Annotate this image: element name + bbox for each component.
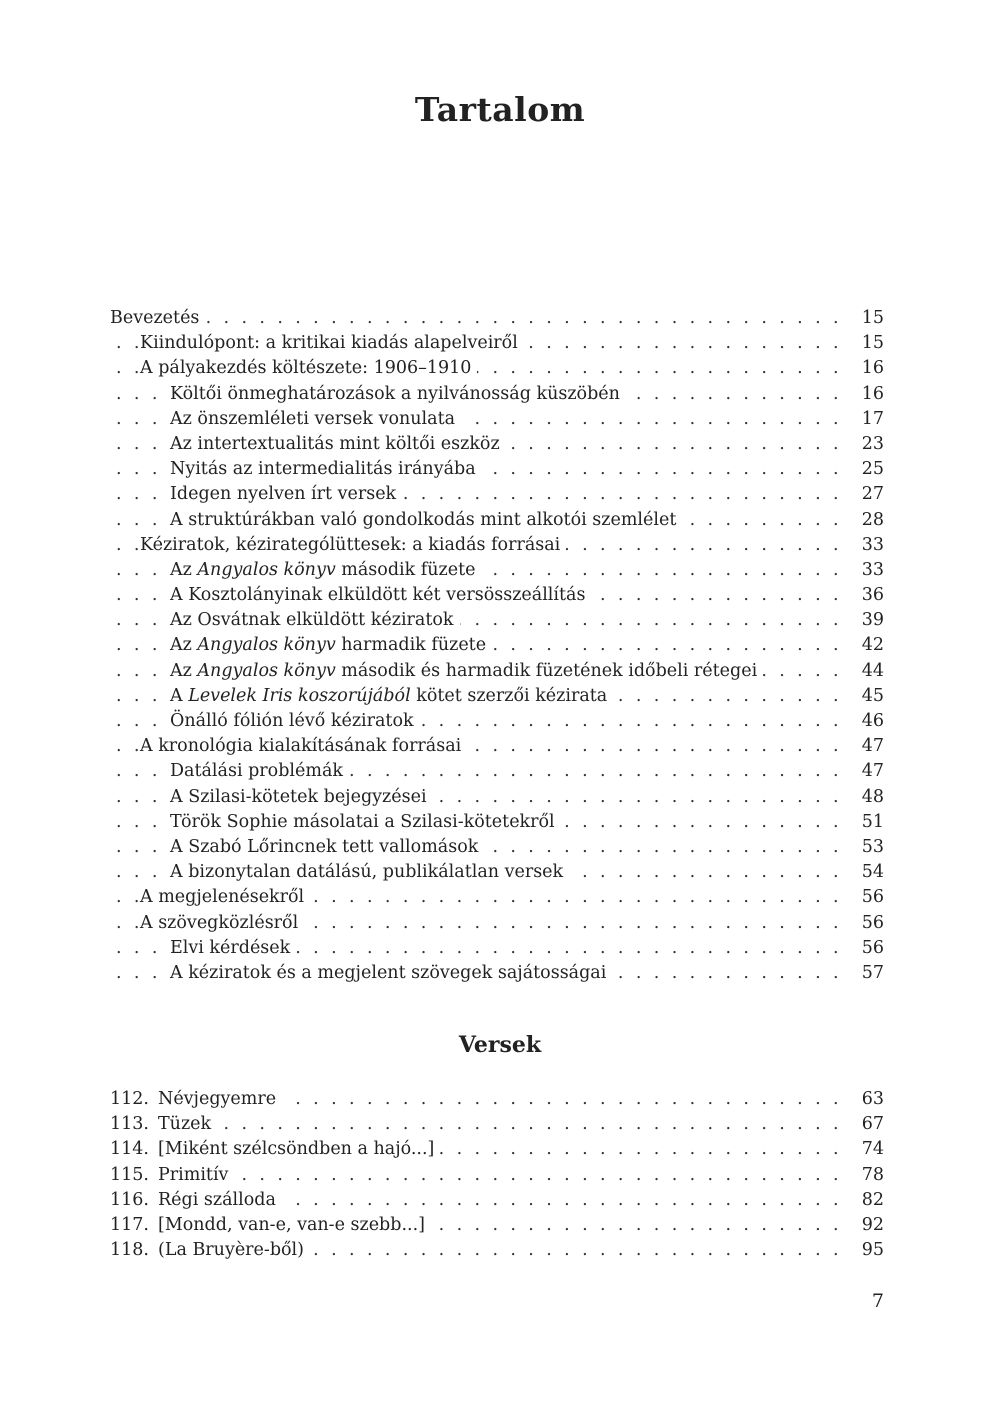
toc-entry-title	[170, 585, 591, 605]
toc-entry-page: 15	[858, 306, 884, 331]
toc-entry-title-text: Kiindulópont: a kritikai kiadás alapelveiről	[140, 333, 518, 354]
toc-entry-title-italic: Angyalos könyv	[197, 559, 336, 580]
toc-entry-page: 28	[858, 508, 884, 533]
toc-entry-title-text: A Kosztolányinak elküldött két versösszeállítás	[170, 585, 586, 606]
poem-entry-label	[110, 1190, 282, 1210]
poem-entry	[110, 1163, 884, 1188]
toc-entry-title-text: Elvi kérdések	[170, 937, 291, 958]
poem-number: 112.	[110, 1089, 149, 1109]
toc-entry-page: 39	[858, 608, 884, 633]
toc-entry	[110, 407, 884, 432]
toc-entry	[110, 306, 884, 331]
toc-entry-title	[140, 913, 304, 933]
toc-entry	[110, 759, 884, 784]
poem-number: 117.	[110, 1214, 149, 1235]
poem-title: (La Bruyère-ből)	[158, 1240, 304, 1261]
toc-entry-title-text: A kronológia kialakításának forrásai	[140, 736, 462, 757]
toc-entry	[110, 785, 884, 810]
toc-entry-page: 27	[858, 482, 884, 507]
toc-entry	[110, 810, 884, 835]
toc-entry-title-text: Önálló fólión lévő kéziratok	[170, 711, 414, 731]
poem-entry-label	[110, 1240, 310, 1260]
poem-number: 118.	[110, 1240, 149, 1261]
toc-entry-title-text: Török Sophie másolatai a Szilasi-kötetekről	[170, 811, 555, 832]
toc-entry	[110, 558, 884, 583]
toc-entry-title	[170, 484, 402, 504]
toc-entry-title-italic: Levelek Iris koszorújából	[188, 685, 411, 706]
toc-entry-title-text: A	[170, 685, 189, 706]
toc-entry-title	[170, 686, 613, 706]
section-heading: Versek	[458, 1032, 542, 1058]
poem-entry	[110, 1137, 884, 1162]
poem-number: 114.	[110, 1139, 149, 1160]
toc-entry	[110, 684, 884, 709]
toc-entry-title	[140, 736, 467, 756]
toc-entry-title	[170, 837, 484, 857]
toc-entry-page: 45	[858, 684, 884, 709]
poem-number: 116.	[110, 1189, 149, 1210]
page-number: 7	[871, 1290, 884, 1312]
dot-leader	[110, 306, 842, 331]
toc-entry-title-italic: Angyalos könyv	[197, 635, 336, 656]
poem-entry	[110, 1238, 884, 1263]
toc-entry-title	[170, 409, 461, 429]
toc-entry	[110, 331, 884, 356]
toc-entry-title	[140, 535, 566, 555]
poem-title: Régi szálloda	[158, 1189, 276, 1210]
toc-entry-page: 53	[858, 835, 884, 860]
toc-entry-page: 47	[858, 734, 884, 759]
poem-title: Tüzek	[158, 1114, 212, 1135]
toc-entry-title-text: Az Osvátnak elküldött kéziratok	[170, 610, 454, 631]
poem-title: [Mondd, van-e, van-e szebb...]	[158, 1214, 425, 1235]
toc-entry-page: 23	[858, 432, 884, 457]
toc-entry-page: 54	[858, 860, 884, 885]
poem-entry-label	[110, 1089, 282, 1109]
toc-entry	[110, 482, 884, 507]
poem-entry	[110, 1087, 884, 1112]
toc-entry	[110, 633, 884, 658]
toc-entry-title	[170, 560, 482, 580]
toc-entry-title	[140, 358, 477, 378]
toc-entry-page: 15	[858, 331, 884, 356]
toc-entry-title-text: Idegen nyelven írt versek	[170, 484, 397, 505]
poem-entry	[110, 1188, 884, 1213]
toc-entry-title	[170, 635, 492, 655]
page-title: Tartalom	[414, 90, 586, 129]
poem-list	[110, 1087, 884, 1263]
toc-entry-title-text: Az intertextualitás mint költői eszköz	[170, 433, 500, 454]
toc-entry-page: 33	[858, 558, 884, 583]
toc-entry-title	[170, 812, 561, 832]
poem-entry-page: 82	[858, 1188, 884, 1213]
toc-entry	[110, 885, 884, 910]
toc-entry-title-text: Datálási problémák	[170, 761, 343, 782]
toc-entry	[110, 835, 884, 860]
toc-entry-page: 17	[858, 407, 884, 432]
toc-entry-title-text: A szövegközlésről	[140, 912, 299, 933]
toc-entry-title	[170, 963, 612, 983]
toc-entry-title-text: A Szilasi-kötetek bejegyzései	[170, 786, 427, 807]
toc-entry-page: 16	[858, 382, 884, 407]
poem-number: 115.	[110, 1164, 149, 1185]
toc-entry-title-text: Kéziratok, kéziratególüttesek: a kiadás forrásai	[140, 534, 561, 555]
toc-entry-page: 44	[858, 659, 884, 684]
toc-entry-page: 16	[858, 356, 884, 381]
toc-entry-title-text: Az önszemléleti versek vonulata	[170, 408, 456, 429]
toc-entry-page: 42	[858, 633, 884, 658]
toc-entry	[110, 608, 884, 633]
poem-entry-page: 95	[858, 1238, 884, 1263]
toc-entry-page: 25	[858, 457, 884, 482]
toc-entry-title-text: Bevezetés	[110, 308, 200, 328]
toc-entry	[110, 382, 884, 407]
toc-entry	[110, 936, 884, 961]
poem-entry	[110, 1213, 884, 1238]
toc-entry-title	[140, 887, 310, 907]
toc-entry-title-text: kötet szerzői kézirata	[410, 685, 608, 706]
toc-entry-title-text: második és harmadik füzetének időbeli rétegei	[335, 660, 758, 681]
poem-entry-label	[110, 1139, 440, 1159]
toc-entry-page: 46	[858, 709, 884, 734]
toc-entry-page: 51	[858, 810, 884, 835]
poem-entry-label	[110, 1215, 431, 1235]
poem-entry-page: 78	[858, 1163, 884, 1188]
toc-entry-title-text: Nyitás az intermedialitás irányába	[170, 459, 476, 480]
toc-entry-page: 33	[858, 533, 884, 558]
toc-entry	[110, 911, 884, 936]
toc-entry	[110, 961, 884, 986]
toc-entry	[110, 457, 884, 482]
toc-entry	[110, 356, 884, 381]
poem-title: [Miként szélcsöndben a hajó...]	[158, 1139, 435, 1160]
dot-leader	[110, 1112, 842, 1137]
toc-entry-title-text: A struktúrákban való gondolkodás mint alkotói szemlélet	[170, 509, 677, 530]
toc-entry	[110, 709, 884, 734]
poem-entry-page: 92	[858, 1213, 884, 1238]
toc-entry-title-text: A bizonytalan datálású, publikálatlan versek	[170, 862, 564, 883]
poem-entry-page: 74	[858, 1137, 884, 1162]
toc-entry-title	[170, 384, 626, 404]
toc-entry-page: 56	[858, 885, 884, 910]
toc-entry	[110, 659, 884, 684]
toc-entry-title	[170, 459, 482, 479]
poem-entry-label	[110, 1165, 234, 1185]
toc-entry-page: 56	[858, 936, 884, 961]
toc-entry-title	[170, 862, 569, 882]
poem-entry-page: 67	[858, 1112, 884, 1137]
toc-entry-title-text: A Szabó Lőrincnek tett vallomások	[170, 836, 479, 857]
toc-entry-title	[170, 510, 682, 530]
poem-entry-label	[110, 1114, 217, 1134]
toc-entry-page: 36	[858, 583, 884, 608]
toc-entry-page: 48	[858, 785, 884, 810]
toc-entry-page: 47	[858, 759, 884, 784]
toc-entry-title	[170, 761, 349, 781]
toc-entry-title-text: A pályakezdés költészete: 1906–1910	[140, 358, 472, 379]
toc-entry	[110, 533, 884, 558]
toc-entry-title	[170, 610, 460, 630]
toc-entry-title-text: A kéziratok és a megjelent szövegek sajátosságai	[170, 962, 607, 983]
toc-entry-title	[140, 333, 524, 353]
toc-entry-title-text: harmadik füzete	[335, 635, 487, 656]
toc-entry	[110, 734, 884, 759]
toc-entry-page: 56	[858, 911, 884, 936]
poem-title: Névjegyemre	[158, 1089, 277, 1109]
toc-entry-title-text: Az	[170, 660, 198, 681]
toc-entry-page: 57	[858, 961, 884, 986]
toc-entry-title-text: Az	[170, 559, 198, 580]
poem-entry	[110, 1112, 884, 1137]
poem-entry-page: 63	[858, 1087, 884, 1112]
toc-entry	[110, 508, 884, 533]
toc-entry-title	[170, 661, 763, 681]
toc-entry-title	[170, 711, 420, 731]
toc-entry	[110, 860, 884, 885]
poem-title: Primitív	[158, 1164, 229, 1185]
toc-entry-title-text: A megjelenésekről	[140, 887, 305, 908]
toc-entry-title	[110, 308, 205, 328]
toc-entry-title-text: Az	[170, 635, 198, 656]
toc-entry-title-text: Költői önmeghatározások a nyilvánosság küszöbén	[170, 383, 620, 404]
toc-entry-title	[170, 787, 433, 807]
toc-entry	[110, 583, 884, 608]
toc-entry-title-italic: Angyalos könyv	[197, 660, 336, 681]
toc-entry	[110, 432, 884, 457]
toc-entry-title	[170, 434, 506, 454]
toc-entry-title	[170, 938, 296, 958]
toc-entry-title-text: második füzete	[335, 559, 476, 580]
table-of-contents	[110, 306, 884, 986]
poem-number: 113.	[110, 1114, 149, 1135]
